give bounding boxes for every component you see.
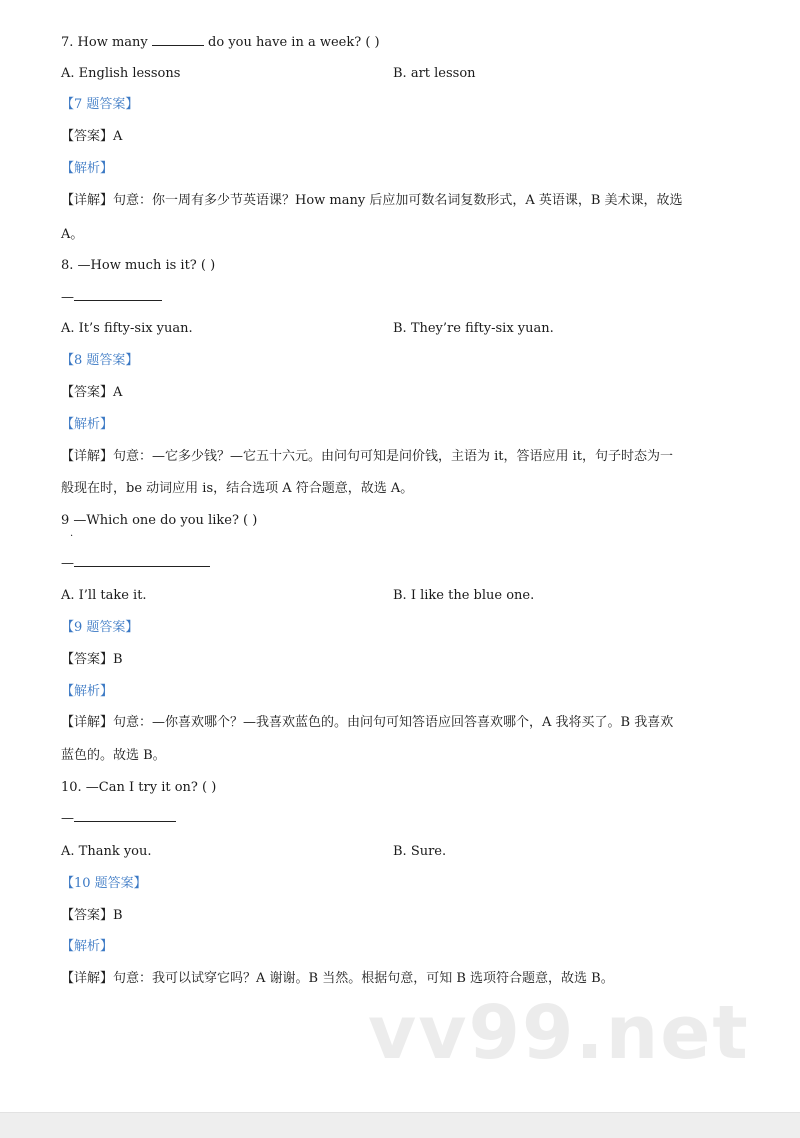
q7-analysis-label: 【解析】 xyxy=(61,161,114,176)
q10-answer-header: 【10 题答案】 xyxy=(61,876,147,891)
q10-analysis-label: 【解析】 xyxy=(61,939,114,954)
q9-blank xyxy=(74,555,210,567)
q7-option-a: A. English lessons xyxy=(61,66,181,81)
q8-answer: 【答案】A xyxy=(61,385,123,400)
viewer-bottom-edge xyxy=(0,1112,800,1138)
q10-blank xyxy=(74,810,176,822)
q8-option-b: B. They’re fifty-six yuan. xyxy=(393,321,554,336)
q8-dash: — xyxy=(61,290,74,305)
q8-option-a: A. It’s fifty-six yuan. xyxy=(61,321,193,336)
q9-detail-line-1: 【详解】句意：—你喜欢哪个？—我喜欢蓝色的。由问句可知答语应回答喜欢哪个，A 我将买了。B 我喜欢 xyxy=(61,715,674,730)
q10-option-b: B. Sure. xyxy=(393,844,447,859)
q7-answer-header: 【7 题答案】 xyxy=(61,97,139,112)
q10-option-a: A. Thank you. xyxy=(61,844,152,859)
q9-option-a: A. I’ll take it. xyxy=(61,588,147,603)
q9-question: 9 —Which one do you like? ( ) xyxy=(61,513,258,528)
q7-detail-line-2: A。 xyxy=(61,227,84,242)
q10-answer-blank xyxy=(61,810,176,828)
q8-detail-line-1: 【详解】句意：—它多少钱？—它五十六元。由问句可知是问价钱，主语为 it，答语应用 it，句子时态为一 xyxy=(61,449,674,464)
q9-dot: . xyxy=(70,528,74,539)
q8-detail-line-2: 般现在时，be 动词应用 is，结合选项 A 符合题意，故选 A。 xyxy=(61,481,414,496)
q7-option-b: B. art lesson xyxy=(393,66,476,81)
q9-answer-blank xyxy=(61,555,210,573)
q9-analysis-label: 【解析】 xyxy=(61,684,114,699)
q10-answer: 【答案】B xyxy=(61,908,123,923)
q7-options xyxy=(61,65,761,83)
q9-answer: 【答案】B xyxy=(61,652,123,667)
q7-detail-line-1: 【详解】句意：你一周有多少节英语课？How many 后应加可数名词复数形式，A 英语课，B 美术课，故选 xyxy=(61,193,683,208)
q8-blank xyxy=(74,289,162,301)
q9-options xyxy=(61,587,761,605)
q9-dash: — xyxy=(61,556,74,571)
q8-analysis-label: 【解析】 xyxy=(61,417,114,432)
q10-detail-line-1: 【详解】句意：我可以试穿它吗？A 谢谢。B 当然。根据句意，可知 B 选项符合题意，故选 B。 xyxy=(61,971,614,986)
q9-detail-line-2: 蓝色的。故选 B。 xyxy=(61,748,166,763)
q7-question-start: 7. How many xyxy=(61,35,148,50)
q9-option-b: B. I like the blue one. xyxy=(393,588,535,603)
q8-answer-blank xyxy=(61,289,162,307)
q9-answer-header: 【9 题答案】 xyxy=(61,620,139,635)
q8-answer-header: 【8 题答案】 xyxy=(61,353,139,368)
q7-answer: 【答案】A xyxy=(61,129,123,144)
watermark: vv99.net xyxy=(368,990,750,1076)
q7-question-end: do you have in a week? ( ) xyxy=(208,35,380,50)
q8-question: 8. —How much is it? ( ) xyxy=(61,258,216,273)
q10-options xyxy=(61,843,761,861)
q8-options xyxy=(61,320,761,338)
q10-dash: — xyxy=(61,811,74,826)
q10-question: 10. —Can I try it on? ( ) xyxy=(61,780,217,795)
q7-blank xyxy=(152,33,204,46)
q7-question xyxy=(61,33,380,52)
